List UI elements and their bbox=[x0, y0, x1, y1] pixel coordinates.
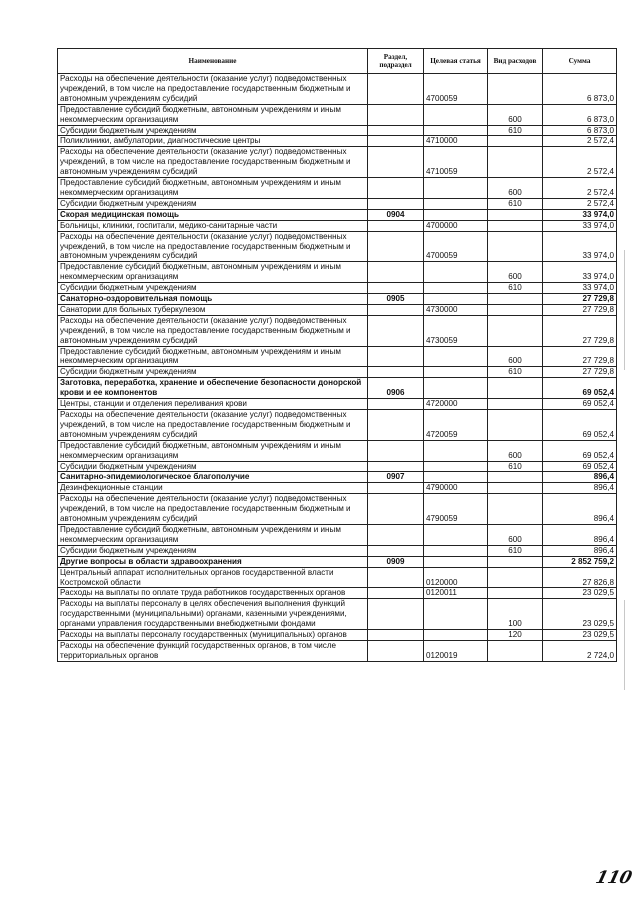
row-type bbox=[488, 315, 543, 346]
row-target bbox=[424, 125, 488, 136]
row-name: Предоставление субсидий бюджетным, автономным учреждениям и иным некоммерческим организациям bbox=[58, 104, 368, 125]
table-row bbox=[58, 483, 617, 494]
row-type: 610 bbox=[488, 461, 543, 472]
table-row bbox=[58, 640, 617, 661]
row-name: Заготовка, переработка, хранение и обеспечение безопасности донорской крови и ее компонентов bbox=[58, 378, 368, 399]
row-sum: 69 052,4 bbox=[543, 461, 617, 472]
table-row bbox=[58, 440, 617, 461]
row-section bbox=[368, 220, 424, 231]
row-target bbox=[424, 209, 488, 220]
row-type bbox=[488, 494, 543, 525]
row-target: 4730059 bbox=[424, 315, 488, 346]
row-target bbox=[424, 178, 488, 199]
row-section bbox=[368, 198, 424, 209]
row-name: Субсидии бюджетным учреждениям bbox=[58, 367, 368, 378]
row-sum: 27 729,8 bbox=[543, 304, 617, 315]
row-section bbox=[368, 410, 424, 441]
row-target bbox=[424, 346, 488, 367]
row-name: Субсидии бюджетным учреждениям bbox=[58, 125, 368, 136]
row-section bbox=[368, 567, 424, 588]
table-row bbox=[58, 630, 617, 641]
row-name: Субсидии бюджетным учреждениям bbox=[58, 461, 368, 472]
row-section bbox=[368, 630, 424, 641]
row-section bbox=[368, 640, 424, 661]
header-type: Вид расходов bbox=[488, 49, 543, 74]
row-type bbox=[488, 483, 543, 494]
row-section bbox=[368, 147, 424, 178]
row-type bbox=[488, 399, 543, 410]
scan-edge-mark bbox=[624, 250, 625, 370]
row-type bbox=[488, 304, 543, 315]
table-row bbox=[58, 378, 617, 399]
table-row bbox=[58, 410, 617, 441]
row-section bbox=[368, 494, 424, 525]
row-sum: 69 052,4 bbox=[543, 378, 617, 399]
row-type bbox=[488, 74, 543, 105]
row-section bbox=[368, 74, 424, 105]
table-body bbox=[58, 74, 617, 662]
row-section bbox=[368, 315, 424, 346]
row-sum: 27 729,8 bbox=[543, 346, 617, 367]
row-type bbox=[488, 567, 543, 588]
row-target: 0120011 bbox=[424, 588, 488, 599]
row-sum: 896,4 bbox=[543, 494, 617, 525]
table-row bbox=[58, 231, 617, 262]
row-target: 4710059 bbox=[424, 147, 488, 178]
row-sum: 6 873,0 bbox=[543, 74, 617, 105]
row-sum: 69 052,4 bbox=[543, 410, 617, 441]
row-section bbox=[368, 367, 424, 378]
row-section bbox=[368, 136, 424, 147]
row-sum: 896,4 bbox=[543, 524, 617, 545]
row-sum: 33 974,0 bbox=[543, 231, 617, 262]
row-section bbox=[368, 231, 424, 262]
row-type: 610 bbox=[488, 198, 543, 209]
row-section: 0905 bbox=[368, 294, 424, 305]
row-type: 600 bbox=[488, 262, 543, 283]
row-sum: 6 873,0 bbox=[543, 125, 617, 136]
row-name: Скорая медицинская помощь bbox=[58, 209, 368, 220]
table-row bbox=[58, 104, 617, 125]
row-section bbox=[368, 440, 424, 461]
header-sum: Сумма bbox=[543, 49, 617, 74]
row-section: 0909 bbox=[368, 556, 424, 567]
row-target: 4790000 bbox=[424, 483, 488, 494]
table-row bbox=[58, 315, 617, 346]
row-section: 0904 bbox=[368, 209, 424, 220]
row-section bbox=[368, 178, 424, 199]
row-section bbox=[368, 283, 424, 294]
row-name: Расходы на обеспечение деятельности (оказание услуг) подведомственных учреждений, в том числе на предоставление государственным бюджетным и автономным учреждениям субсидий bbox=[58, 74, 368, 105]
row-target bbox=[424, 367, 488, 378]
row-name: Предоставление субсидий бюджетным, автономным учреждениям и иным некоммерческим организациям bbox=[58, 178, 368, 199]
row-section bbox=[368, 461, 424, 472]
row-type bbox=[488, 640, 543, 661]
row-target: 0120000 bbox=[424, 567, 488, 588]
row-sum: 33 974,0 bbox=[543, 220, 617, 231]
row-sum: 2 852 759,2 bbox=[543, 556, 617, 567]
row-section bbox=[368, 304, 424, 315]
scan-edge-mark bbox=[624, 600, 625, 690]
row-target bbox=[424, 461, 488, 472]
table-row bbox=[58, 472, 617, 483]
row-target bbox=[424, 198, 488, 209]
row-sum: 23 029,5 bbox=[543, 630, 617, 641]
row-name: Другие вопросы в области здравоохранения bbox=[58, 556, 368, 567]
table-row bbox=[58, 74, 617, 105]
table-row bbox=[58, 283, 617, 294]
row-section bbox=[368, 262, 424, 283]
row-target: 4700059 bbox=[424, 231, 488, 262]
row-sum: 896,4 bbox=[543, 483, 617, 494]
row-type: 120 bbox=[488, 630, 543, 641]
header-section: Раздел, подраздел bbox=[368, 49, 424, 74]
row-sum: 2 572,4 bbox=[543, 136, 617, 147]
row-target bbox=[424, 378, 488, 399]
row-type: 600 bbox=[488, 178, 543, 199]
row-type bbox=[488, 472, 543, 483]
table-row bbox=[58, 304, 617, 315]
row-target: 0120019 bbox=[424, 640, 488, 661]
row-sum: 6 873,0 bbox=[543, 104, 617, 125]
row-sum: 2 572,4 bbox=[543, 198, 617, 209]
row-name: Санатории для больных туберкулезом bbox=[58, 304, 368, 315]
row-type bbox=[488, 588, 543, 599]
row-name: Предоставление субсидий бюджетным, автономным учреждениям и иным некоммерческим организациям bbox=[58, 440, 368, 461]
row-type bbox=[488, 220, 543, 231]
row-type: 600 bbox=[488, 346, 543, 367]
row-name: Расходы на выплаты по оплате труда работников государственных органов bbox=[58, 588, 368, 599]
table-row bbox=[58, 494, 617, 525]
table-row bbox=[58, 599, 617, 630]
row-type: 600 bbox=[488, 524, 543, 545]
table-row bbox=[58, 294, 617, 305]
row-name: Санаторно-оздоровительная помощь bbox=[58, 294, 368, 305]
row-type: 600 bbox=[488, 440, 543, 461]
table-row bbox=[58, 367, 617, 378]
row-type bbox=[488, 136, 543, 147]
row-name: Расходы на обеспечение деятельности (оказание услуг) подведомственных учреждений, в том числе на предоставление государственным бюджетным и автономным учреждениям субсидий bbox=[58, 231, 368, 262]
row-sum: 33 974,0 bbox=[543, 262, 617, 283]
row-type bbox=[488, 294, 543, 305]
row-name: Поликлиники, амбулатории, диагностические центры bbox=[58, 136, 368, 147]
row-sum: 896,4 bbox=[543, 545, 617, 556]
row-target bbox=[424, 294, 488, 305]
row-sum: 27 826,8 bbox=[543, 567, 617, 588]
row-target bbox=[424, 545, 488, 556]
row-name: Расходы на обеспечение функций государственных органов, в том числе территориальных органов bbox=[58, 640, 368, 661]
row-target bbox=[424, 556, 488, 567]
header-target: Целевая статья bbox=[424, 49, 488, 74]
table-row bbox=[58, 136, 617, 147]
row-target bbox=[424, 440, 488, 461]
row-sum: 69 052,4 bbox=[543, 399, 617, 410]
row-section bbox=[368, 125, 424, 136]
table-row bbox=[58, 346, 617, 367]
header-name: Наименование bbox=[58, 49, 368, 74]
row-type bbox=[488, 231, 543, 262]
table-header-row bbox=[58, 49, 617, 74]
table-row bbox=[58, 198, 617, 209]
row-section bbox=[368, 346, 424, 367]
row-name: Расходы на обеспечение деятельности (оказание услуг) подведомственных учреждений, в том числе на предоставление государственным бюджетным и автономным учреждениям субсидий bbox=[58, 410, 368, 441]
row-type: 610 bbox=[488, 545, 543, 556]
row-name: Больницы, клиники, госпитали, медико-санитарные части bbox=[58, 220, 368, 231]
table-row bbox=[58, 524, 617, 545]
row-type bbox=[488, 147, 543, 178]
row-target bbox=[424, 524, 488, 545]
row-type bbox=[488, 209, 543, 220]
row-section bbox=[368, 545, 424, 556]
row-target: 4700059 bbox=[424, 74, 488, 105]
row-name: Дезинфекционные станции bbox=[58, 483, 368, 494]
table-row bbox=[58, 556, 617, 567]
table-row bbox=[58, 461, 617, 472]
row-target bbox=[424, 262, 488, 283]
row-name: Субсидии бюджетным учреждениям bbox=[58, 283, 368, 294]
page-number: 110 bbox=[593, 868, 634, 888]
row-target bbox=[424, 599, 488, 630]
row-sum: 33 974,0 bbox=[543, 283, 617, 294]
row-sum: 69 052,4 bbox=[543, 440, 617, 461]
row-type: 100 bbox=[488, 599, 543, 630]
row-name: Расходы на выплаты персоналу государственных (муниципальных) органов bbox=[58, 630, 368, 641]
row-name: Центры, станции и отделения переливания крови bbox=[58, 399, 368, 410]
row-target: 4700000 bbox=[424, 220, 488, 231]
row-sum: 2 572,4 bbox=[543, 147, 617, 178]
row-section bbox=[368, 599, 424, 630]
row-section: 0906 bbox=[368, 378, 424, 399]
row-name: Центральный аппарат исполнительных органов государственной власти Костромской области bbox=[58, 567, 368, 588]
row-target: 4720000 bbox=[424, 399, 488, 410]
row-name: Субсидии бюджетным учреждениям bbox=[58, 198, 368, 209]
row-name: Субсидии бюджетным учреждениям bbox=[58, 545, 368, 556]
row-sum: 2 724,0 bbox=[543, 640, 617, 661]
row-sum: 33 974,0 bbox=[543, 209, 617, 220]
table-row bbox=[58, 567, 617, 588]
row-target bbox=[424, 630, 488, 641]
row-section: 0907 bbox=[368, 472, 424, 483]
budget-table bbox=[57, 48, 617, 662]
row-target: 4720059 bbox=[424, 410, 488, 441]
row-type: 600 bbox=[488, 104, 543, 125]
row-name: Предоставление субсидий бюджетным, автономным учреждениям и иным некоммерческим организациям bbox=[58, 524, 368, 545]
row-sum: 27 729,8 bbox=[543, 294, 617, 305]
row-section bbox=[368, 483, 424, 494]
row-target bbox=[424, 472, 488, 483]
row-section bbox=[368, 104, 424, 125]
row-type: 610 bbox=[488, 125, 543, 136]
row-target: 4710000 bbox=[424, 136, 488, 147]
row-type: 610 bbox=[488, 367, 543, 378]
row-type bbox=[488, 410, 543, 441]
row-name: Расходы на выплаты персоналу в целях обеспечения выполнения функций государственными (муниципальными) органами, казенными учреждениями, органами управления государственными внебюджетными фондами bbox=[58, 599, 368, 630]
row-target: 4790059 bbox=[424, 494, 488, 525]
table-row bbox=[58, 545, 617, 556]
row-name: Санитарно-эпидемиологическое благополучие bbox=[58, 472, 368, 483]
row-type bbox=[488, 378, 543, 399]
row-name: Предоставление субсидий бюджетным, автономным учреждениям и иным некоммерческим организациям bbox=[58, 346, 368, 367]
table-row bbox=[58, 220, 617, 231]
row-section bbox=[368, 588, 424, 599]
row-sum: 27 729,8 bbox=[543, 315, 617, 346]
table-row bbox=[58, 147, 617, 178]
row-sum: 27 729,8 bbox=[543, 367, 617, 378]
row-sum: 23 029,5 bbox=[543, 599, 617, 630]
row-section bbox=[368, 524, 424, 545]
row-type bbox=[488, 556, 543, 567]
table-row bbox=[58, 399, 617, 410]
row-name: Расходы на обеспечение деятельности (оказание услуг) подведомственных учреждений, в том числе на предоставление государственным бюджетным и автономным учреждениям субсидий bbox=[58, 315, 368, 346]
row-type: 610 bbox=[488, 283, 543, 294]
table-row bbox=[58, 178, 617, 199]
row-target bbox=[424, 283, 488, 294]
row-name: Предоставление субсидий бюджетным, автономным учреждениям и иным некоммерческим организациям bbox=[58, 262, 368, 283]
row-target bbox=[424, 104, 488, 125]
row-target: 4730000 bbox=[424, 304, 488, 315]
row-section bbox=[368, 399, 424, 410]
row-name: Расходы на обеспечение деятельности (оказание услуг) подведомственных учреждений, в том числе на предоставление государственным бюджетным и автономным учреждениям субсидий bbox=[58, 494, 368, 525]
table-row bbox=[58, 262, 617, 283]
table-row bbox=[58, 588, 617, 599]
row-name: Расходы на обеспечение деятельности (оказание услуг) подведомственных учреждений, в том числе на предоставление государственным бюджетным и автономным учреждениям субсидий bbox=[58, 147, 368, 178]
row-sum: 896,4 bbox=[543, 472, 617, 483]
table-row bbox=[58, 209, 617, 220]
row-sum: 2 572,4 bbox=[543, 178, 617, 199]
table-row bbox=[58, 125, 617, 136]
row-sum: 23 029,5 bbox=[543, 588, 617, 599]
